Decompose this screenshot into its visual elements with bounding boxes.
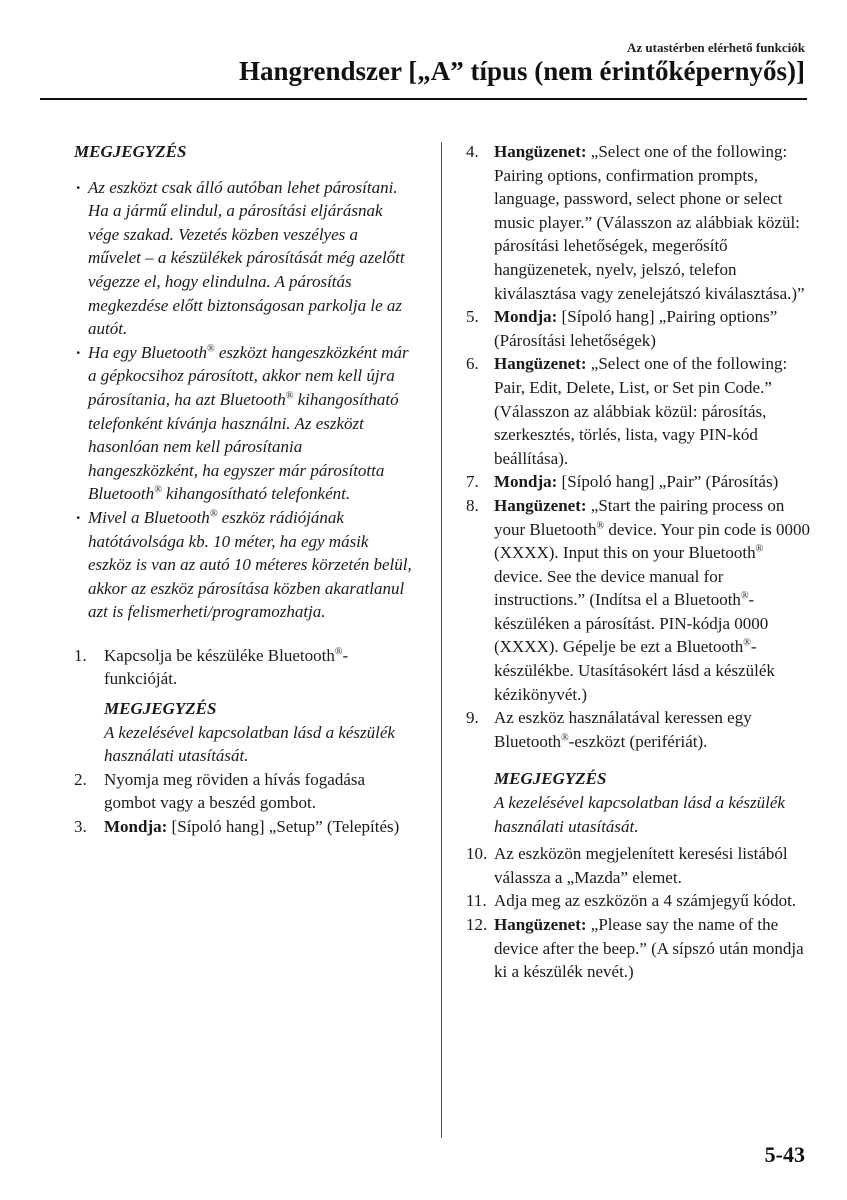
- step-number: 5.: [466, 307, 479, 327]
- step-9: [466, 706, 816, 753]
- step-text: [Sípoló hang] „Pairing options” (Párosítási lehetőségek): [494, 307, 778, 350]
- page-title: Hangrendszer [„A” típus (nem érintőképernyős)]: [239, 56, 805, 86]
- note-bullet-2: · Ha egy Bluetooth® eszközt hangeszközként már a gépkocsihoz párosított, akkor nem kell újra párosítania, ha azt Bluetooth® kihangosítható telefonként kívánja használni. Az eszközt hasonlóan nem kell párosítania hangeszközként, ha egyszer már párosította Bluetooth® kihangosítható telefonként.: [74, 341, 414, 506]
- step-label: Hangüzenet:: [494, 142, 587, 161]
- note-text: A kezelésével kapcsolatban lásd a készülék használati utasítását.: [494, 793, 785, 836]
- step-number: 9.: [466, 708, 479, 728]
- step-number: 8.: [466, 495, 479, 515]
- steps-list-left: [74, 644, 414, 691]
- step-text: Nyomja meg röviden a hívás fogadása gombot vagy a beszéd gombot.: [104, 769, 366, 813]
- step-text: [Sípoló hang] „Pair” (Párosítás): [557, 472, 779, 492]
- steps-list-right-cont: [466, 842, 816, 984]
- step-number: 4.: [466, 142, 479, 161]
- step-2: [74, 768, 414, 815]
- step-number: 6.: [466, 354, 479, 374]
- step-text: Adja meg az eszközön a 4 számjegyű kódot.: [494, 891, 797, 911]
- step-number: 12.: [466, 915, 488, 934]
- step-label: Hangüzenet:: [494, 915, 587, 934]
- steps-list-left-cont: [74, 768, 414, 839]
- step-text: [Sípoló hang] „Setup” (Telepítés): [167, 817, 400, 837]
- step-number: 10.: [466, 844, 488, 864]
- right-column: [466, 140, 816, 984]
- step-text: „Please say the name of the device after the beep.” (A sípszó után mondja ki a készülék nevét.): [494, 915, 804, 982]
- step-number: 11.: [466, 891, 487, 911]
- header-rule: [40, 98, 807, 100]
- step-text: „Select one of the following: Pair, Edit, Delete, List, or Set pin Code.” (Válasszon az alábbiak közül: párosítás, szerkesztés, törlés, lista, vagy PIN-kód beállítása).: [494, 354, 788, 468]
- step-text: „Start the pairing process on your Bluetooth® device. Your pin code is 0000 (XXXX). Input this on your Bluetooth® device. See the device manual for instructions.” (Indítsa el a Bluetooth®-készüléken a párosítást. PIN-kódja 0000 (XXXX). Gépelje be ezt a Bluetooth®-készülékbe. Utasításokért lásd a készülék kézikönyvét.): [494, 495, 810, 704]
- step-label: Mondja:: [104, 817, 168, 837]
- column-divider: [441, 142, 442, 1138]
- step-number: 2.: [74, 769, 87, 789]
- steps-list-right: [466, 140, 816, 753]
- note-title: MEGJEGYZÉS: [104, 699, 217, 719]
- step-text: Kapcsolja be készüléke Bluetooth®-funkcióját.: [104, 645, 349, 689]
- step-1: [74, 644, 414, 691]
- step-6: [466, 352, 816, 470]
- step-number: 3.: [74, 817, 87, 837]
- step9-note: [466, 767, 816, 838]
- step-text: Az eszközön megjelenített keresési listából válassza a „Mazda” elemet.: [494, 844, 788, 887]
- note-text: A kezelésével kapcsolatban lásd a készülék használati utasítását.: [104, 722, 395, 766]
- step-label: Hangüzenet:: [494, 495, 587, 515]
- step-text: „Select one of the following: Pairing options, confirmation prompts, language, password, select phone or select music player.” (Válasszon az alábbiak közül: párosítási lehetőségek, megerősítő hangüzenetek, nyelv, jelszó, telefon kiválasztása vagy zenelejátszó kiválasztása.)”: [494, 142, 805, 303]
- step-label: Mondja:: [494, 307, 558, 327]
- note-bullet-1: · Az eszközt csak álló autóban lehet párosítani. Ha a jármű elindul, a párosítási eljárásnak vége szakad. Vezetés közben veszélyes a művelet – a készülékek párosítását még azelőtt végezze el, hogy elindulna. A párosítás megkezdése előtt biztonságosan parkolja le az autót.: [74, 176, 414, 341]
- step-label: Hangüzenet:: [494, 354, 587, 374]
- step-number: 1.: [74, 645, 87, 665]
- step-10: [466, 842, 816, 889]
- step-11: [466, 889, 816, 913]
- section-subtitle: Az utastérben elérhető funkciók: [626, 40, 805, 55]
- left-column: [74, 140, 414, 839]
- step-number: 7.: [466, 472, 479, 492]
- step-text: Az eszköz használatával keressen egy Bluetooth®-eszközt (perifériát).: [494, 708, 752, 751]
- step-12: [466, 913, 816, 984]
- step-4: [466, 140, 816, 305]
- note-title: MEGJEGYZÉS: [494, 769, 607, 789]
- step-label: Mondja:: [494, 472, 558, 492]
- note-bullet-3: · Mivel a Bluetooth® eszköz rádiójának hatótávolsága kb. 10 méter, ha egy másik eszköz is van az autó 10 méteres körzetén belül, akkor az eszköz párosítása közben akaratlanul azt is felismerheti/programozhatja.: [74, 506, 414, 624]
- step1-note: [74, 697, 414, 768]
- step-8: [466, 494, 816, 706]
- step-5: [466, 305, 816, 352]
- step-7: [466, 470, 816, 494]
- page-number: 5-43: [764, 1142, 805, 1167]
- note-title: MEGJEGYZÉS: [74, 142, 187, 161]
- step-3: [74, 815, 414, 839]
